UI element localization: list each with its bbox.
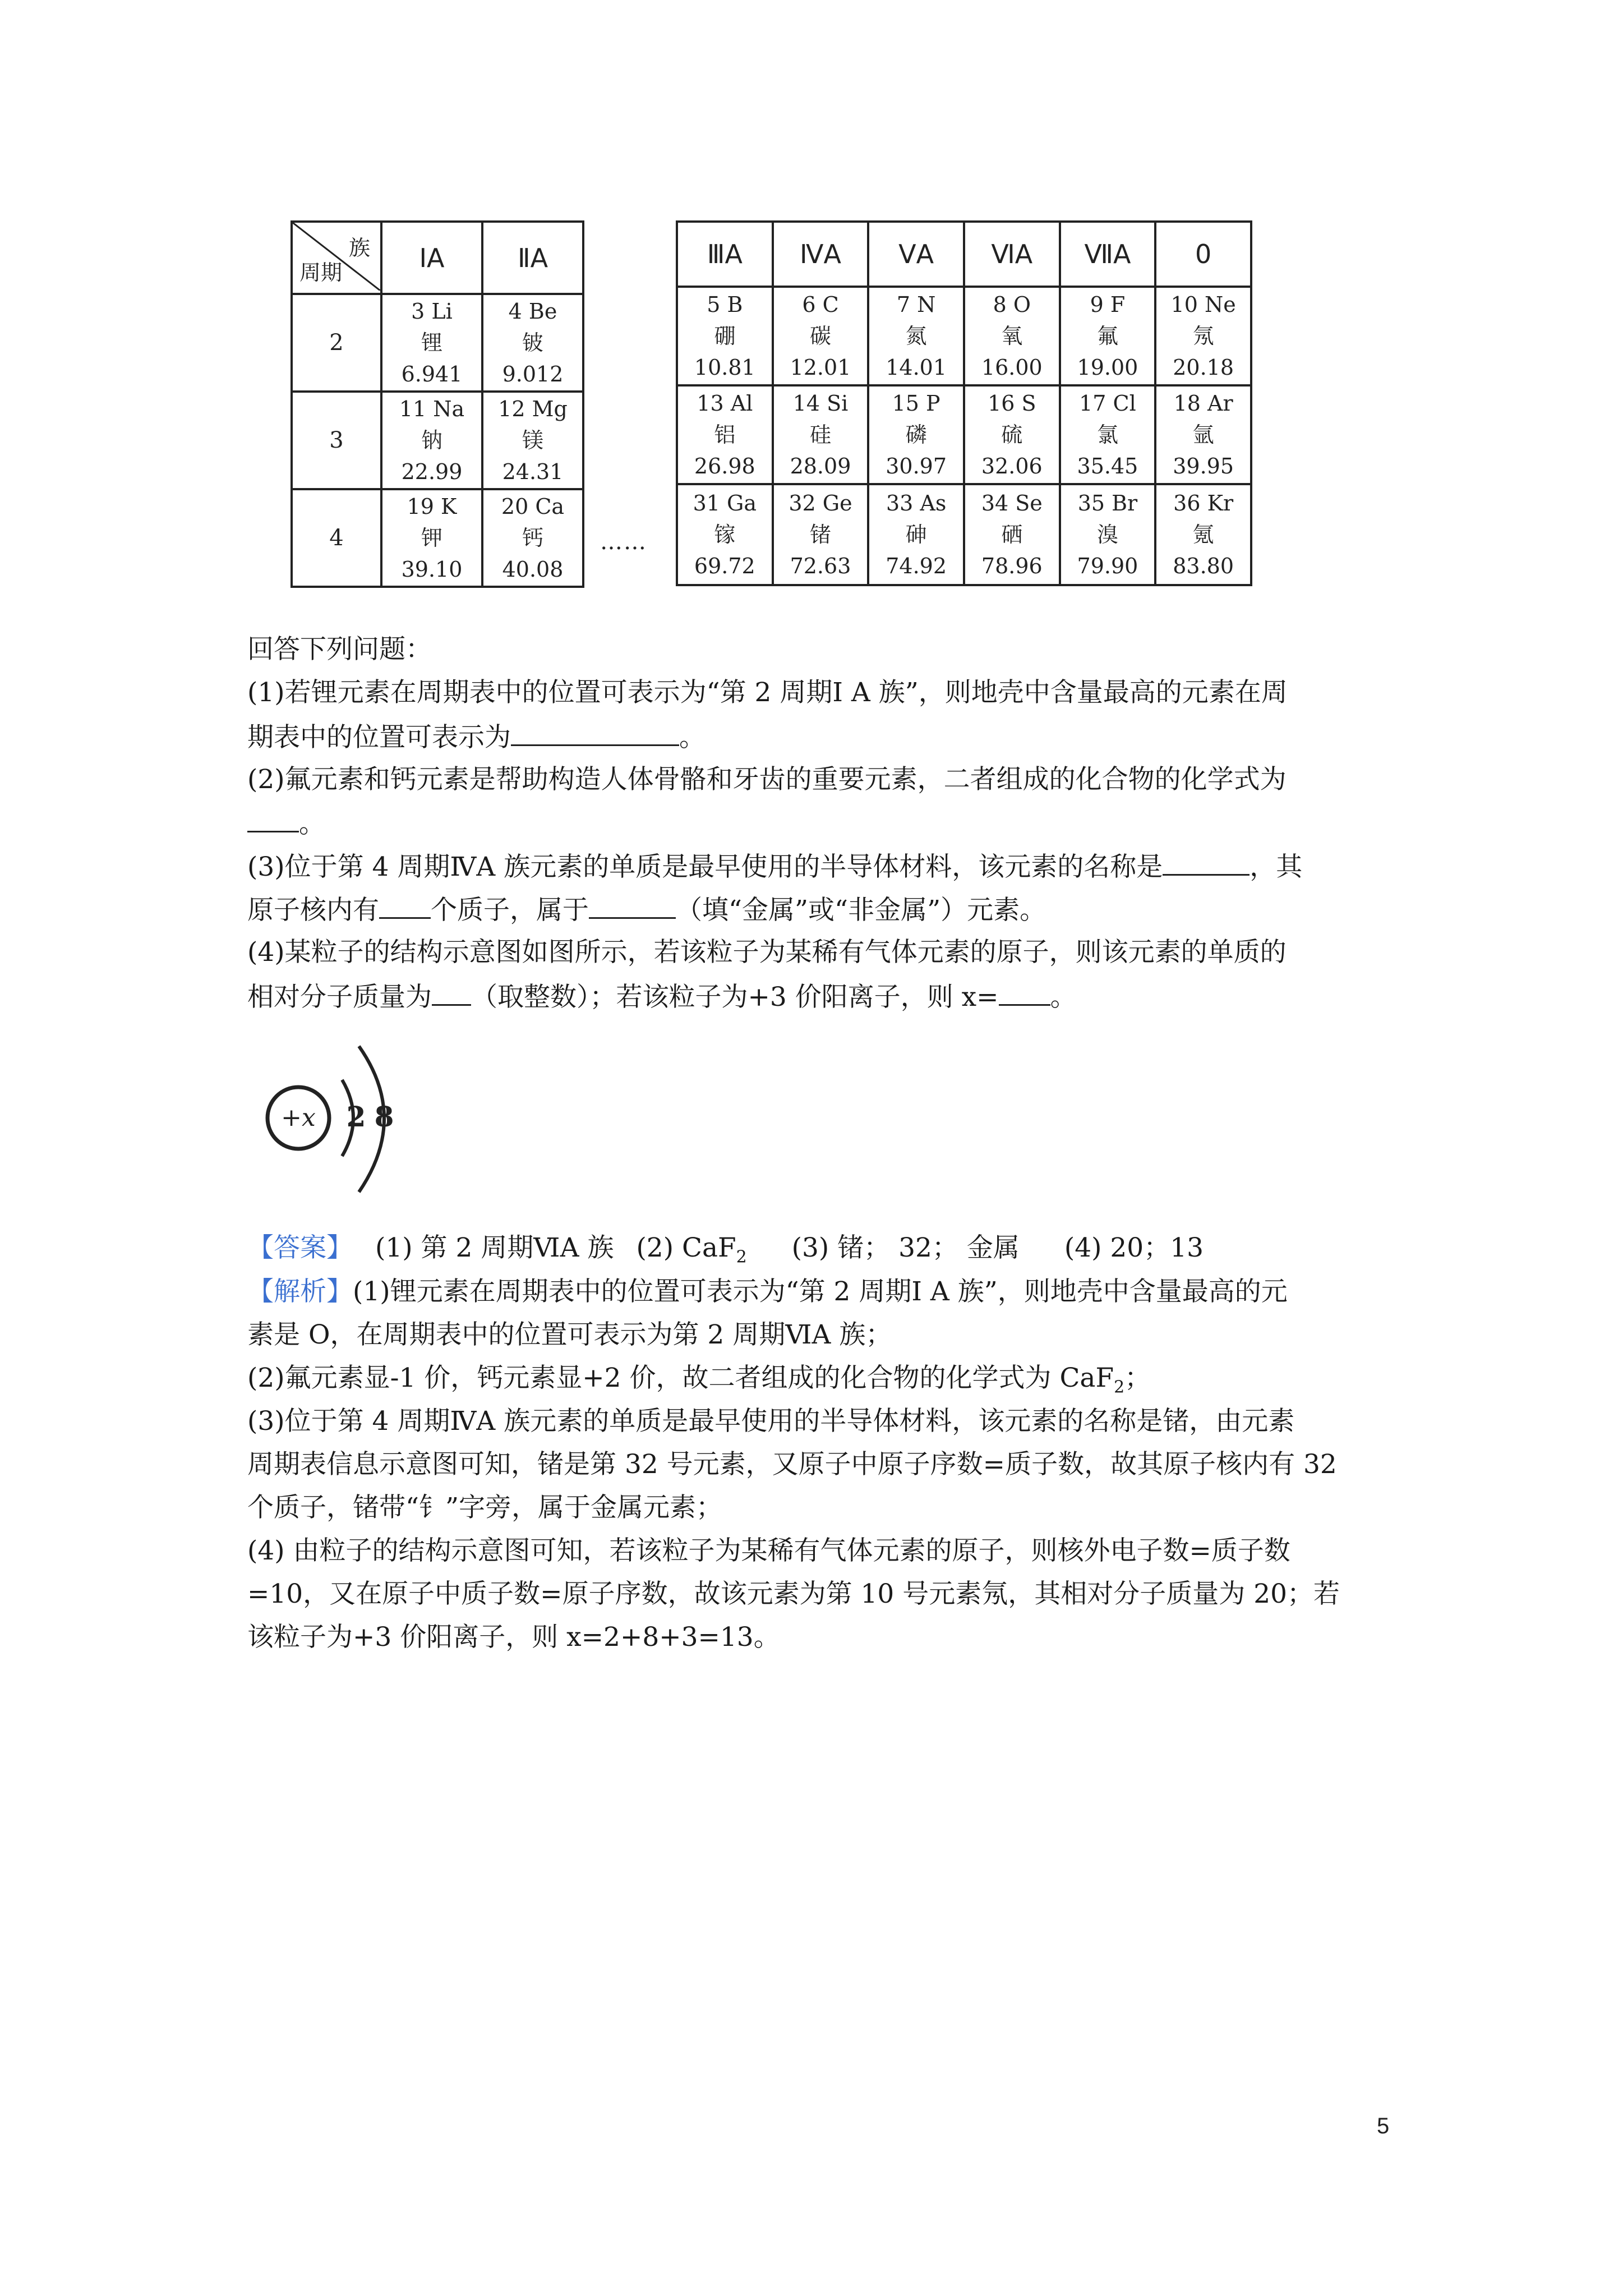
- element-cell: 18 Ar 氩 39.95: [1155, 385, 1251, 484]
- question-2-line-2: 。: [247, 806, 325, 841]
- question-3-line-1: (3)位于第 4 周期ⅣA 族元素的单质是最早使用的半导体材料，该元素的名称是 ，其: [247, 849, 1302, 884]
- analysis-line-6: 个质子，锗带“钅”字旁，属于金属元素；: [247, 1492, 723, 1523]
- element-cell: 14 Si 硅 28.09: [773, 385, 869, 484]
- answer-tag: 【答案】: [247, 1232, 353, 1263]
- element-cell: 16 S 硫 32.06: [964, 385, 1060, 484]
- answer-blank[interactable]: [432, 979, 471, 1006]
- analysis-line-8: =10，又在原子中质子数=原子序数，故该元素为第 10 号元素氖，其相对分子质量为 20；若: [247, 1579, 1340, 1609]
- element-cell: 17 Cl 氯 35.45: [1060, 385, 1156, 484]
- question-1-line-2: 期表中的位置可表示为 。: [247, 720, 706, 754]
- group-header: ⅥA: [964, 222, 1060, 287]
- element-cell: 13 Al 铝 26.98: [677, 385, 773, 484]
- element-cell: 4 Be 铍 9.012: [482, 294, 583, 392]
- shell-1-electrons: 2: [346, 1100, 366, 1133]
- element-cell: 11 Na 钠 22.99: [381, 392, 482, 489]
- element-cell: 6 C 碳 12.01: [773, 287, 869, 385]
- question-2-line-1: (2)氟元素和钙元素是帮助构造人体骨骼和牙齿的重要元素，二者组成的化合物的化学式为: [247, 764, 1287, 795]
- element-cell: 19 K 钾 39.10: [381, 489, 482, 587]
- element-cell: 34 Se 硒 78.96: [964, 484, 1060, 585]
- answer-blank[interactable]: [999, 979, 1050, 1006]
- analysis-tag: 【解析】: [247, 1276, 353, 1307]
- element-cell: 9 F 氟 19.00: [1060, 287, 1156, 385]
- analysis-line-1: 【解析】(1)锂元素在周期表中的位置可表示为“第 2 周期Ⅰ A 族”，则地壳中含量最高的元: [247, 1276, 1288, 1307]
- analysis-line-3: (2)氟元素显-1 价，钙元素显+2 价，故二者组成的化合物的化学式为 CaF$_2$；: [247, 1363, 1151, 1397]
- element-cell: 31 Ga 镓 69.72: [677, 484, 773, 585]
- answer-blank[interactable]: [589, 892, 676, 919]
- element-cell: 15 P 磷 30.97: [868, 385, 964, 484]
- corner-group-label: 族: [348, 236, 370, 260]
- analysis-line-5: 周期表信息示意图可知，锗是第 32 号元素，又原子中原子序数=质子数，故其原子核内有 32: [247, 1449, 1337, 1480]
- group-header: ⅡA: [482, 222, 583, 294]
- element-cell: 8 O 氧 16.00: [964, 287, 1060, 385]
- nucleus-charge: +x: [281, 1103, 316, 1132]
- element-cell: 35 Br 溴 79.90: [1060, 484, 1156, 585]
- group-header: ⅤA: [868, 222, 964, 287]
- period-label: 4: [292, 489, 381, 587]
- element-cell: 32 Ge 锗 72.63: [773, 484, 869, 585]
- analysis-line-9: 该粒子为+3 价阳离子，则 x=2+8+3=13。: [247, 1622, 780, 1653]
- question-4-line-1: (4)某粒子的结构示意图如图所示，若该粒子为某稀有气体元素的原子，则该元素的单质的: [247, 937, 1287, 968]
- question-1-line-1: (1)若锂元素在周期表中的位置可表示为“第 2 周期Ⅰ A 族”，则地壳中含量最高的元素在周: [247, 677, 1288, 708]
- periodic-table-right: [676, 220, 1252, 586]
- answer-blank[interactable]: [379, 892, 431, 919]
- question-3-line-2: 原子核内有 个质子，属于 （填“金属”或“非金属”）元素。: [247, 892, 1046, 927]
- element-cell: 7 N 氮 14.01: [868, 287, 964, 385]
- answer-blank[interactable]: [247, 806, 299, 832]
- shell-2-electrons: 8: [374, 1100, 394, 1133]
- questions-intro: 回答下列问题：: [247, 634, 432, 665]
- question-4-line-2: 相对分子质量为 （取整数）；若该粒子为+3 价阳离子，则 x= 。: [247, 979, 1077, 1014]
- group-header: ⅣA: [773, 222, 869, 287]
- corner-period-label: 周期: [299, 260, 343, 285]
- answer-blank[interactable]: [1163, 849, 1249, 876]
- period-label: 3: [292, 392, 381, 489]
- group-header: ⅢA: [677, 222, 773, 287]
- element-cell: 36 Kr 氪 83.80: [1155, 484, 1251, 585]
- group-header: ⅠA: [381, 222, 482, 294]
- table-corner-cell: [292, 222, 381, 294]
- element-cell: 33 As 砷 74.92: [868, 484, 964, 585]
- group-header: 0: [1155, 222, 1251, 287]
- table-ellipsis: ……: [600, 529, 647, 555]
- analysis-line-7: (4) 由粒子的结构示意图可知，若该粒子为某稀有气体元素的原子，则核外电子数=质子数: [247, 1535, 1290, 1566]
- periodic-table-left: [291, 220, 584, 588]
- element-cell: 5 B 硼 10.81: [677, 287, 773, 385]
- period-label: 2: [292, 294, 381, 392]
- element-cell: 3 Li 锂 6.941: [381, 294, 482, 392]
- page-number: 5: [1377, 2114, 1390, 2138]
- particle-structure-diagram: [258, 1024, 404, 1209]
- element-cell: 10 Ne 氖 20.18: [1155, 287, 1251, 385]
- group-header: ⅦA: [1060, 222, 1156, 287]
- element-cell: 20 Ca 钙 40.08: [482, 489, 583, 587]
- analysis-line-4: (3)位于第 4 周期ⅣA 族元素的单质是最早使用的半导体材料，该元素的名称是锗，由元素: [247, 1406, 1295, 1437]
- answer-blank[interactable]: [511, 720, 679, 746]
- analysis-line-2: 素是 O，在周期表中的位置可表示为第 2 周期ⅥA 族；: [247, 1319, 892, 1350]
- element-cell: 12 Mg 镁 24.31: [482, 392, 583, 489]
- answer-line: 【答案】 (1) 第 2 周期ⅥA 族 (2) CaF$_2$ (3) 锗； 32； 金属 (4) 20；13: [247, 1232, 1204, 1267]
